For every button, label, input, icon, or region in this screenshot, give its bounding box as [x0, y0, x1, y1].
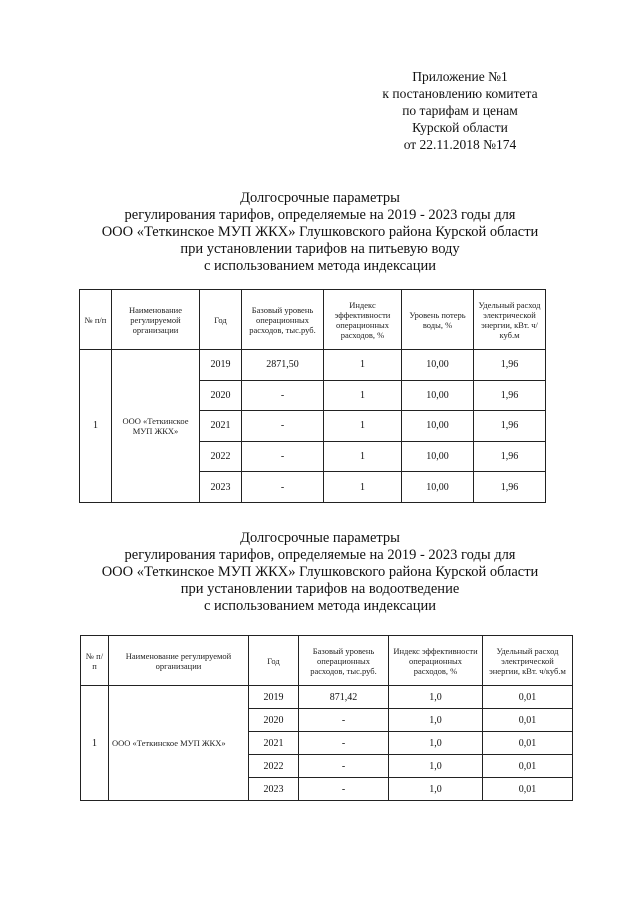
base-cost-cell: -: [242, 411, 324, 442]
year-cell: 2021: [249, 732, 299, 755]
year-cell: 2022: [200, 441, 242, 472]
year-cell: 2019: [200, 350, 242, 381]
title-line: с использованием метода индексации: [203, 598, 437, 614]
efficiency-index-cell: 1,0: [389, 686, 483, 709]
header-cell: Индекс эффективности операционных расходов, %: [324, 290, 402, 350]
water-loss-cell: 10,00: [402, 350, 474, 381]
energy-cell: 1,96: [474, 472, 546, 503]
table-header-row: [80, 290, 546, 350]
energy-cell: 0,01: [483, 755, 573, 778]
organization-name: ООО «Теткинское МУП ЖКХ»: [112, 350, 200, 503]
year-cell: 2020: [200, 380, 242, 411]
year-cell: 2023: [200, 472, 242, 503]
energy-cell: 1,96: [474, 441, 546, 472]
title-line: при установлении тарифов на водоотведение: [180, 581, 460, 597]
title-line: регулирования тарифов, определяемые на 2019 - 2023 годы для: [124, 207, 516, 223]
efficiency-index-cell: 1: [324, 472, 402, 503]
header-cell: Год: [200, 290, 242, 350]
base-cost-cell: -: [299, 709, 389, 732]
row-number: 1: [81, 686, 109, 801]
header-cell: Удельный расход электрической энергии, кВт. ч/куб.м: [474, 290, 546, 350]
efficiency-index-cell: 1: [324, 350, 402, 381]
water-loss-cell: 10,00: [402, 472, 474, 503]
water-loss-cell: 10,00: [402, 380, 474, 411]
base-cost-cell: -: [242, 441, 324, 472]
title-line: с использованием метода индексации: [203, 258, 437, 274]
header-cell: Базовый уровень операционных расходов, тыс.руб.: [242, 290, 324, 350]
title-line: ООО «Теткинское МУП ЖКХ» Глушковского района Курской области: [101, 224, 539, 240]
efficiency-index-cell: 1,0: [389, 778, 483, 801]
base-cost-cell: 871,42: [299, 686, 389, 709]
section1-title: [60, 190, 580, 275]
year-cell: 2019: [249, 686, 299, 709]
energy-cell: 1,96: [474, 350, 546, 381]
efficiency-index-cell: 1: [324, 411, 402, 442]
year-cell: 2023: [249, 778, 299, 801]
efficiency-index-cell: 1,0: [389, 732, 483, 755]
header-cell: Год: [249, 636, 299, 686]
header-cell: Уровень потерь воды, %: [402, 290, 474, 350]
base-cost-cell: -: [299, 778, 389, 801]
appendix-block: [360, 68, 560, 153]
wastewater-table: [80, 635, 573, 801]
base-cost-cell: -: [242, 472, 324, 503]
title-line: при установлении тарифов на питьевую воду: [180, 241, 460, 257]
header-cell: № п/п: [81, 636, 109, 686]
title-line: Долгосрочные параметры: [240, 530, 400, 546]
title-line: регулирования тарифов, определяемые на 2019 - 2023 годы для: [124, 547, 516, 563]
water-loss-cell: 10,00: [402, 411, 474, 442]
appendix-line: Приложение №1: [412, 69, 508, 84]
table-row: [80, 350, 546, 381]
appendix-line: к постановлению комитета: [382, 86, 538, 101]
efficiency-index-cell: 1: [324, 380, 402, 411]
row-number: 1: [80, 350, 112, 503]
energy-cell: 1,96: [474, 411, 546, 442]
year-cell: 2020: [249, 709, 299, 732]
base-cost-cell: -: [299, 755, 389, 778]
header-cell: Наименование регулируемой организации: [109, 636, 249, 686]
appendix-line: от 22.11.2018 №174: [403, 137, 517, 152]
header-cell: Индекс эффективности операционных расходов, %: [389, 636, 483, 686]
section2-title: [60, 530, 580, 615]
water-supply-table: [79, 289, 546, 503]
energy-cell: 0,01: [483, 686, 573, 709]
header-cell: Наименование регулируемой организации: [112, 290, 200, 350]
efficiency-index-cell: 1,0: [389, 755, 483, 778]
table-row: [81, 686, 573, 709]
energy-cell: 1,96: [474, 380, 546, 411]
base-cost-cell: -: [299, 732, 389, 755]
energy-cell: 0,01: [483, 778, 573, 801]
table-header-row: [81, 636, 573, 686]
year-cell: 2021: [200, 411, 242, 442]
year-cell: 2022: [249, 755, 299, 778]
efficiency-index-cell: 1,0: [389, 709, 483, 732]
base-cost-cell: -: [242, 380, 324, 411]
organization-name: ООО «Теткинское МУП ЖКХ»: [109, 686, 249, 801]
water-loss-cell: 10,00: [402, 441, 474, 472]
energy-cell: 0,01: [483, 732, 573, 755]
header-cell: Удельный расход электрической энергии, кВт. ч/куб.м: [483, 636, 573, 686]
appendix-line: Курской области: [412, 120, 508, 135]
header-cell: Базовый уровень операционных расходов, тыс.руб.: [299, 636, 389, 686]
base-cost-cell: 2871,50: [242, 350, 324, 381]
title-line: Долгосрочные параметры: [240, 190, 400, 206]
efficiency-index-cell: 1: [324, 441, 402, 472]
title-line: ООО «Теткинское МУП ЖКХ» Глушковского района Курской области: [101, 564, 539, 580]
appendix-line: по тарифам и ценам: [402, 103, 518, 118]
energy-cell: 0,01: [483, 709, 573, 732]
header-cell: № п/п: [80, 290, 112, 350]
